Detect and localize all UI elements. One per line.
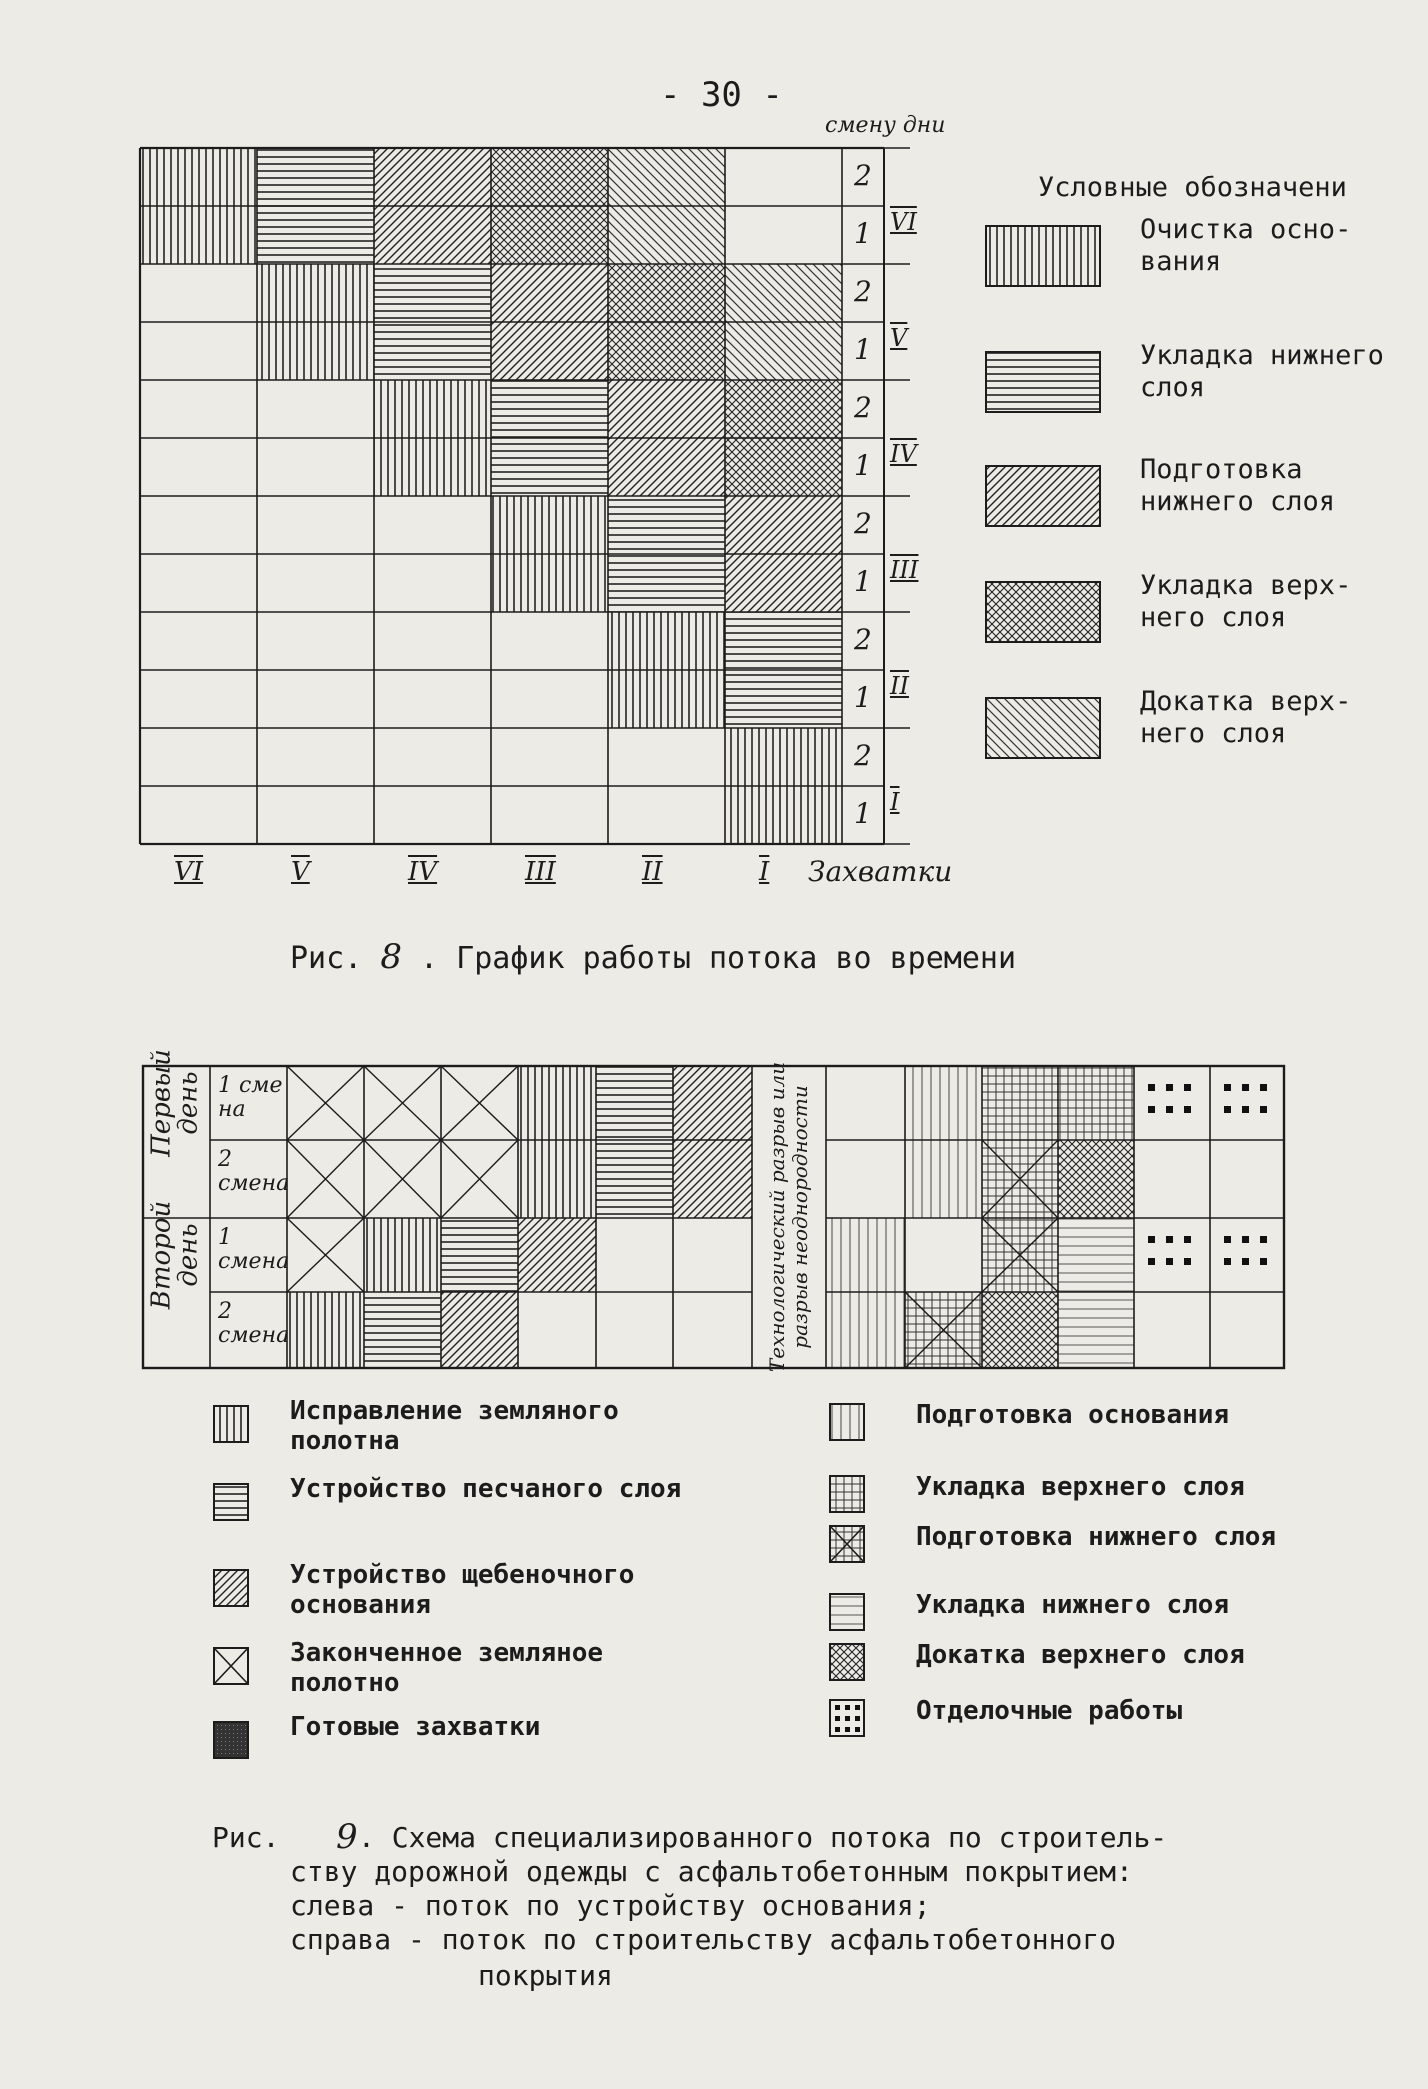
fig8-legend-swatches (986, 226, 1100, 758)
grab-label: V (291, 857, 310, 887)
schedule-cell-diagonal-back (608, 206, 725, 264)
swatch-dot (855, 1727, 860, 1732)
day-label: I (890, 788, 900, 816)
schedule-cell-vertical (140, 206, 257, 264)
schedule-cell-crosshatch (608, 264, 725, 322)
schedule-cell-diagonal (608, 380, 725, 438)
cell-dot (1166, 1106, 1173, 1113)
cell-grid (1058, 1066, 1134, 1140)
legend-label: Законченное земляное (290, 1638, 604, 1668)
schedule-cell-vertical (725, 786, 842, 844)
schedule-cell-vertical (725, 728, 842, 786)
schedule-cell-diagonal (491, 264, 608, 322)
legend-label: полотно (290, 1668, 400, 1698)
legend-swatch-crosshatch (830, 1644, 864, 1680)
legend-label: Подготовка основания (916, 1400, 1230, 1430)
cell-dot (1148, 1084, 1155, 1091)
swatch-dot (835, 1716, 840, 1721)
schedule-cell-horizontal (491, 380, 608, 438)
fig8-schedule-grid (140, 148, 910, 844)
cell-vertical (287, 1292, 364, 1368)
legend-label: Отделочные работы (916, 1696, 1183, 1726)
cell-horizontal (441, 1218, 518, 1292)
legend-swatch-vertical-light (830, 1404, 864, 1440)
cell-dot (1148, 1258, 1155, 1265)
schedule-cell-diagonal-back (608, 148, 725, 206)
schedule-cell-horizontal (374, 264, 491, 322)
cell-dot (1242, 1236, 1249, 1243)
cell-dot (1184, 1258, 1191, 1265)
shift-label: 1 (854, 333, 872, 366)
day-label: VI (890, 208, 917, 236)
cell-dot (1148, 1236, 1155, 1243)
schedule-cell-diagonal (725, 554, 842, 612)
schedule-cell-horizontal (608, 496, 725, 554)
grab-label: II (642, 857, 663, 887)
fig8-caption-prefix: Рис. (290, 941, 363, 976)
fig9-caption-line: покрытия (478, 1959, 613, 1992)
cell-vertical-light (905, 1066, 982, 1140)
schedule-cell-crosshatch (491, 206, 608, 264)
fig9-caption-line: . Схема специализированного потока по строитель- (358, 1821, 1168, 1854)
cell-dot (1242, 1084, 1249, 1091)
shift-label: 1 смена (218, 1225, 290, 1275)
shift-label: 1 (854, 565, 872, 598)
cell-diagonal (441, 1292, 518, 1368)
schedule-cell-crosshatch (491, 148, 608, 206)
cell-dot (1260, 1258, 1267, 1265)
cell-dot (1224, 1258, 1231, 1265)
grab-label: I (759, 857, 770, 887)
schedule-cell-vertical (608, 670, 725, 728)
cell-horizontal-light (1058, 1292, 1134, 1368)
legend-label: Докатка верх- (1140, 686, 1352, 717)
legend-label: нижнего слоя (1140, 486, 1336, 517)
fig8-caption-number: 8 (380, 937, 402, 977)
cell-dot (1184, 1084, 1191, 1091)
schedule-cell-crosshatch (725, 380, 842, 438)
row-group-label: Второй день (146, 1200, 204, 1310)
schedule-cell-diagonal-back (725, 264, 842, 322)
day-label: II (890, 672, 909, 700)
cell-dot (1148, 1106, 1155, 1113)
cell-vertical-light (826, 1292, 905, 1368)
fig8-legend-title: Условные обозначени (1038, 172, 1347, 203)
legend-swatch-crosshatch (986, 582, 1100, 642)
swatch-dot (835, 1727, 840, 1732)
legend-label: него слоя (1140, 602, 1287, 633)
legend-label: Устройство щебеночного (290, 1560, 635, 1590)
schedule-cell-horizontal (491, 438, 608, 496)
cell-dot (1184, 1236, 1191, 1243)
cell-diagonal (673, 1140, 752, 1218)
schedule-cell-diagonal (725, 496, 842, 554)
legend-label: вания (1140, 246, 1222, 277)
row-group-label: Первый день (146, 1049, 204, 1157)
grab-label: IV (408, 857, 438, 887)
cell-vertical-light (826, 1218, 905, 1292)
fig9-caption-number: 9 (336, 1817, 358, 1857)
cell-horizontal (364, 1292, 441, 1368)
schedule-cell-horizontal (374, 322, 491, 380)
fig9-caption-prefix: Рис. (212, 1821, 280, 1854)
schedule-cell-horizontal (257, 206, 374, 264)
legend-label: Подготовка нижнего слоя (916, 1522, 1277, 1552)
legend-label: Докатка верхнего слоя (916, 1640, 1245, 1670)
schedule-cell-horizontal (725, 612, 842, 670)
schedule-cell-vertical (608, 612, 725, 670)
legend-swatch-diagonal (986, 466, 1100, 526)
schedule-cell-diagonal (491, 322, 608, 380)
day-label: III (890, 556, 919, 584)
cell-dot (1260, 1236, 1267, 1243)
legend-swatch-grid (830, 1476, 864, 1512)
schedule-cell-diagonal (374, 206, 491, 264)
cell-dot (1260, 1084, 1267, 1091)
cell-crosshatch (982, 1292, 1058, 1368)
cell-crosshatch (1058, 1140, 1134, 1218)
cell-dot (1166, 1084, 1173, 1091)
schedule-cell-vertical (140, 148, 257, 206)
legend-label: Укладка верхнего слоя (916, 1472, 1245, 1502)
legend-swatch-vertical (986, 226, 1100, 286)
cell-vertical (518, 1140, 596, 1218)
cell-horizontal (596, 1066, 673, 1140)
cell-vertical (364, 1218, 441, 1292)
legend-swatch-diagonal (214, 1570, 248, 1606)
schedule-cell-diagonal (374, 148, 491, 206)
schedule-cell-vertical (257, 264, 374, 322)
schedule-cell-vertical (491, 496, 608, 554)
cell-dot (1224, 1084, 1231, 1091)
legend-label: Укладка нижнего слоя (916, 1590, 1230, 1620)
shift-label: 1 (854, 217, 872, 250)
schedule-cell-horizontal (608, 554, 725, 612)
shift-label: 2 смена (218, 1299, 290, 1349)
legend-label: Готовые захватки (290, 1712, 541, 1742)
shift-label: 2 (854, 507, 872, 540)
legend-label: полотна (290, 1426, 400, 1456)
schedule-cell-diagonal (608, 438, 725, 496)
cell-dot (1166, 1258, 1173, 1265)
swatch-dot (855, 1705, 860, 1710)
legend-swatch-vertical (214, 1406, 248, 1442)
shift-label: 1 сме на (218, 1073, 283, 1123)
cell-vertical (518, 1066, 596, 1140)
legend-label: Очистка осно- (1140, 214, 1352, 245)
shift-label: 2 (854, 275, 872, 308)
shift-label: 1 (854, 681, 872, 714)
schedule-cell-horizontal (257, 148, 374, 206)
legend-label: него слоя (1140, 718, 1287, 749)
swatch-dot (855, 1716, 860, 1721)
swatch-dot (845, 1727, 850, 1732)
shift-label: 2 (854, 159, 872, 192)
shift-label: 2 (854, 623, 872, 656)
legend-swatch-diagonal-back (986, 698, 1100, 758)
legend-label: Укладка верх- (1140, 570, 1352, 601)
grab-label: III (525, 857, 556, 887)
schedule-cell-vertical (374, 438, 491, 496)
cell-dot (1224, 1236, 1231, 1243)
cell-horizontal (596, 1140, 673, 1218)
schedule-cell-vertical (374, 380, 491, 438)
schedule-cell-crosshatch (725, 438, 842, 496)
legend-swatch-horizontal (214, 1484, 248, 1520)
fig8-caption (290, 937, 1017, 977)
legend-label: основания (290, 1590, 431, 1620)
fig8-grab-title: Захватки (808, 855, 953, 888)
schedule-cell-diagonal-back (725, 322, 842, 380)
cell-dot (1184, 1106, 1191, 1113)
cell-diagonal (518, 1218, 596, 1292)
schedule-cell-crosshatch (608, 322, 725, 380)
cell-grid (982, 1066, 1058, 1140)
shift-label: 2 смена (218, 1147, 290, 1197)
fig9-flow-scheme-grid (143, 1066, 1284, 1368)
shift-label: 1 (854, 797, 872, 830)
cell-dot (1166, 1236, 1173, 1243)
swatch-dot (835, 1705, 840, 1710)
cell-dot (1242, 1106, 1249, 1113)
fig9-caption-line: справа - поток по строительству асфальтобетонного (290, 1923, 1117, 1956)
day-label: V (890, 324, 908, 352)
grab-label: VI (174, 857, 204, 887)
cell-horizontal-light (1058, 1218, 1134, 1292)
day-label: IV (890, 440, 917, 468)
legend-swatch-horizontal (986, 352, 1100, 412)
cell-vertical-light (905, 1140, 982, 1218)
legend-label: Укладка нижнего (1140, 340, 1384, 371)
legend-swatch-horizontal-light (830, 1594, 864, 1630)
page-number: - 30 - (660, 75, 783, 115)
fig8-caption-text: . График работы потока во времени (420, 941, 1017, 976)
legend-label: Подготовка (1140, 454, 1303, 485)
cell-diagonal (673, 1066, 752, 1140)
swatch-dot (845, 1716, 850, 1721)
schedule-cell-vertical (257, 322, 374, 380)
legend-label: Устройство песчаного слоя (290, 1474, 682, 1504)
schedule-cell-vertical (491, 554, 608, 612)
schedule-cell-horizontal (725, 670, 842, 728)
shift-label: 2 (854, 391, 872, 424)
cell-dot (1242, 1258, 1249, 1265)
swatch-dot (845, 1705, 850, 1710)
fig8-header-shift-days: смену дни (825, 113, 946, 138)
cell-dot (1224, 1106, 1231, 1113)
shift-label: 1 (854, 449, 872, 482)
shift-label: 2 (854, 739, 872, 772)
fig9-caption-line: слева - поток по устройству основания; (290, 1889, 931, 1922)
fig9-caption-line: ству дорожной одежды с асфальтобетонным покрытием: (290, 1855, 1133, 1888)
legend-label: слоя (1140, 372, 1206, 403)
technological-gap-label: Технологический разрыв или разрыв неоднородности (765, 1061, 812, 1373)
legend-swatch-solid (214, 1722, 248, 1758)
legend-label: Исправление земляного (290, 1396, 619, 1426)
cell-dot (1260, 1106, 1267, 1113)
